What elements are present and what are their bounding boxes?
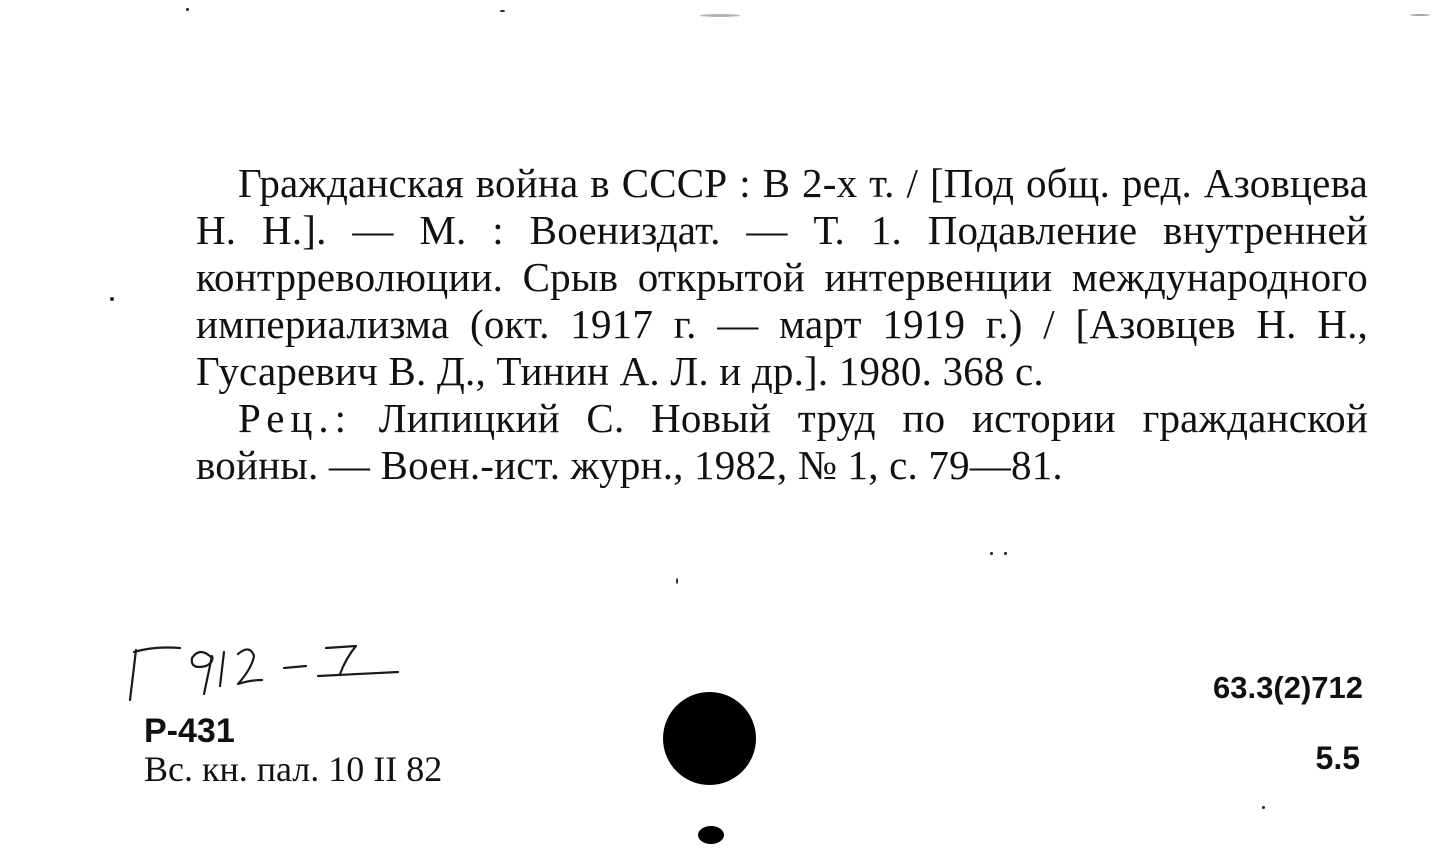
review-label: Рец.: — [238, 395, 353, 441]
review-paragraph — [196, 395, 1368, 489]
price-value: 5.5 — [1315, 740, 1360, 776]
scan-speck — [1410, 14, 1430, 16]
scan-speck — [990, 552, 993, 555]
card-footer-left — [144, 712, 442, 788]
catalog-note: Вс. кн. пал. 10 II 82 — [144, 749, 443, 789]
punch-mark — [698, 826, 724, 844]
title-paragraph — [196, 160, 1368, 395]
scan-speck — [1262, 806, 1265, 809]
title-text: Гражданская война в СССР : В 2-х т. / [Под общ. ред. Азовцева Н. Н.]. — М. : Воениздат. — Т. 1. Подавление внутренней контрреволюции. Срыв открытой интервенции международного империализма (окт. 1917 г. — март 1919 г.) / [Азовцев Н. Н., Гусаревич В. Д., Тинин А. Л. и др.]. 1980. 368 с. — [196, 160, 1368, 394]
scan-speck — [110, 297, 114, 301]
scan-speck — [676, 578, 678, 584]
review-text: Липицкий С. Новый труд по истории гражданской войны. — Воен.-ист. журн., 1982, № 1, с. 79—81. — [196, 395, 1368, 488]
punch-hole — [663, 692, 756, 785]
scan-speck — [700, 14, 740, 17]
record-code: Р-431 — [144, 712, 235, 750]
classification-code: 63.3(2)712 — [1213, 670, 1363, 705]
scan-speck — [500, 10, 505, 12]
scan-speck — [1004, 552, 1007, 555]
bibliographic-entry — [196, 160, 1368, 489]
scan-speck — [186, 8, 189, 11]
handwritten-shelfmark — [120, 628, 410, 708]
